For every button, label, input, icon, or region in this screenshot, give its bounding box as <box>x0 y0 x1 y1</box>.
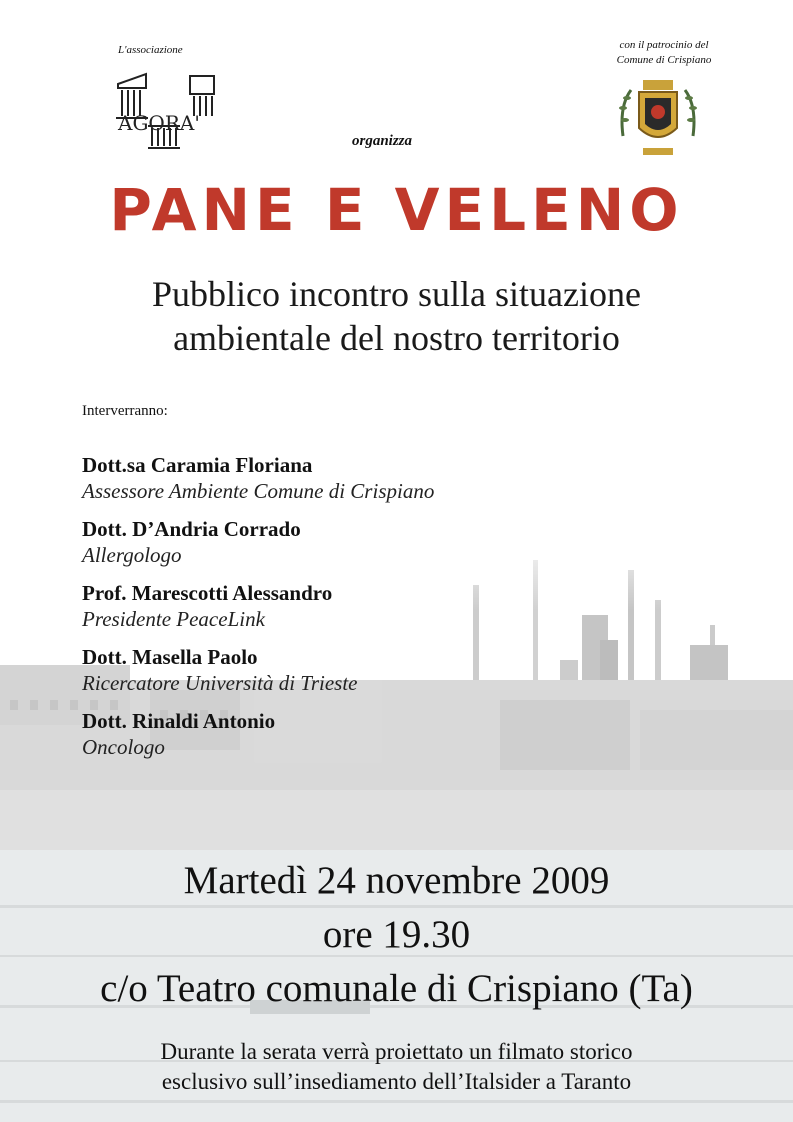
speaker-name: Dott.sa Caramia Floriana <box>82 453 313 477</box>
speaker-role: Assessore Ambiente Comune di Crispiano <box>82 479 435 503</box>
speaker-item <box>82 644 682 697</box>
speaker-item <box>82 516 682 569</box>
association-label: L'associazione <box>118 44 183 56</box>
patronage-municipality: Comune di Crispiano <box>616 54 712 66</box>
speaker-name: Dott. Masella Paolo <box>82 645 258 669</box>
speaker-item <box>82 580 682 633</box>
crispiano-coat-of-arms-icon <box>617 76 699 162</box>
organizes-label: organizza <box>352 133 413 149</box>
speaker-role: Oncologo <box>82 735 165 759</box>
speaker-name: Dott. D’Andria Corrado <box>82 517 301 541</box>
footer-note <box>0 1037 793 1097</box>
agora-logo-text: AGORA' <box>118 111 200 135</box>
event-title: PANE E VELENO <box>109 176 684 244</box>
event-details <box>0 854 793 1016</box>
patronage-text: con il patrocinio del <box>619 39 709 51</box>
speaker-item <box>82 708 682 761</box>
speaker-name: Prof. Marescotti Alessandro <box>82 581 333 605</box>
speakers-heading: Interverranno: <box>82 403 168 419</box>
event-time: ore 19.30 <box>322 913 471 956</box>
subtitle-line: ambientale del nostro territorio <box>173 318 620 358</box>
speaker-name: Dott. Rinaldi Antonio <box>82 709 276 733</box>
speakers-list <box>82 452 682 772</box>
event-subtitle <box>0 272 793 360</box>
subtitle-line: Pubblico incontro sulla situazione <box>152 274 641 314</box>
patronage-label <box>596 38 732 68</box>
footer-line: Durante la serata verrà proiettato un filmato storico <box>160 1039 633 1064</box>
event-date: Martedì 24 novembre 2009 <box>183 859 610 902</box>
footer-line: esclusivo sull’insediamento dell’Italsider a Taranto <box>161 1069 632 1094</box>
speaker-role: Allergologo <box>82 543 182 567</box>
speaker-item <box>82 452 682 505</box>
agora-association-logo <box>108 66 224 152</box>
event-venue: c/o Teatro comunale di Crispiano (Ta) <box>100 967 693 1010</box>
speaker-role: Ricercatore Università di Trieste <box>82 671 358 695</box>
speaker-role: Presidente PeaceLink <box>82 607 265 631</box>
